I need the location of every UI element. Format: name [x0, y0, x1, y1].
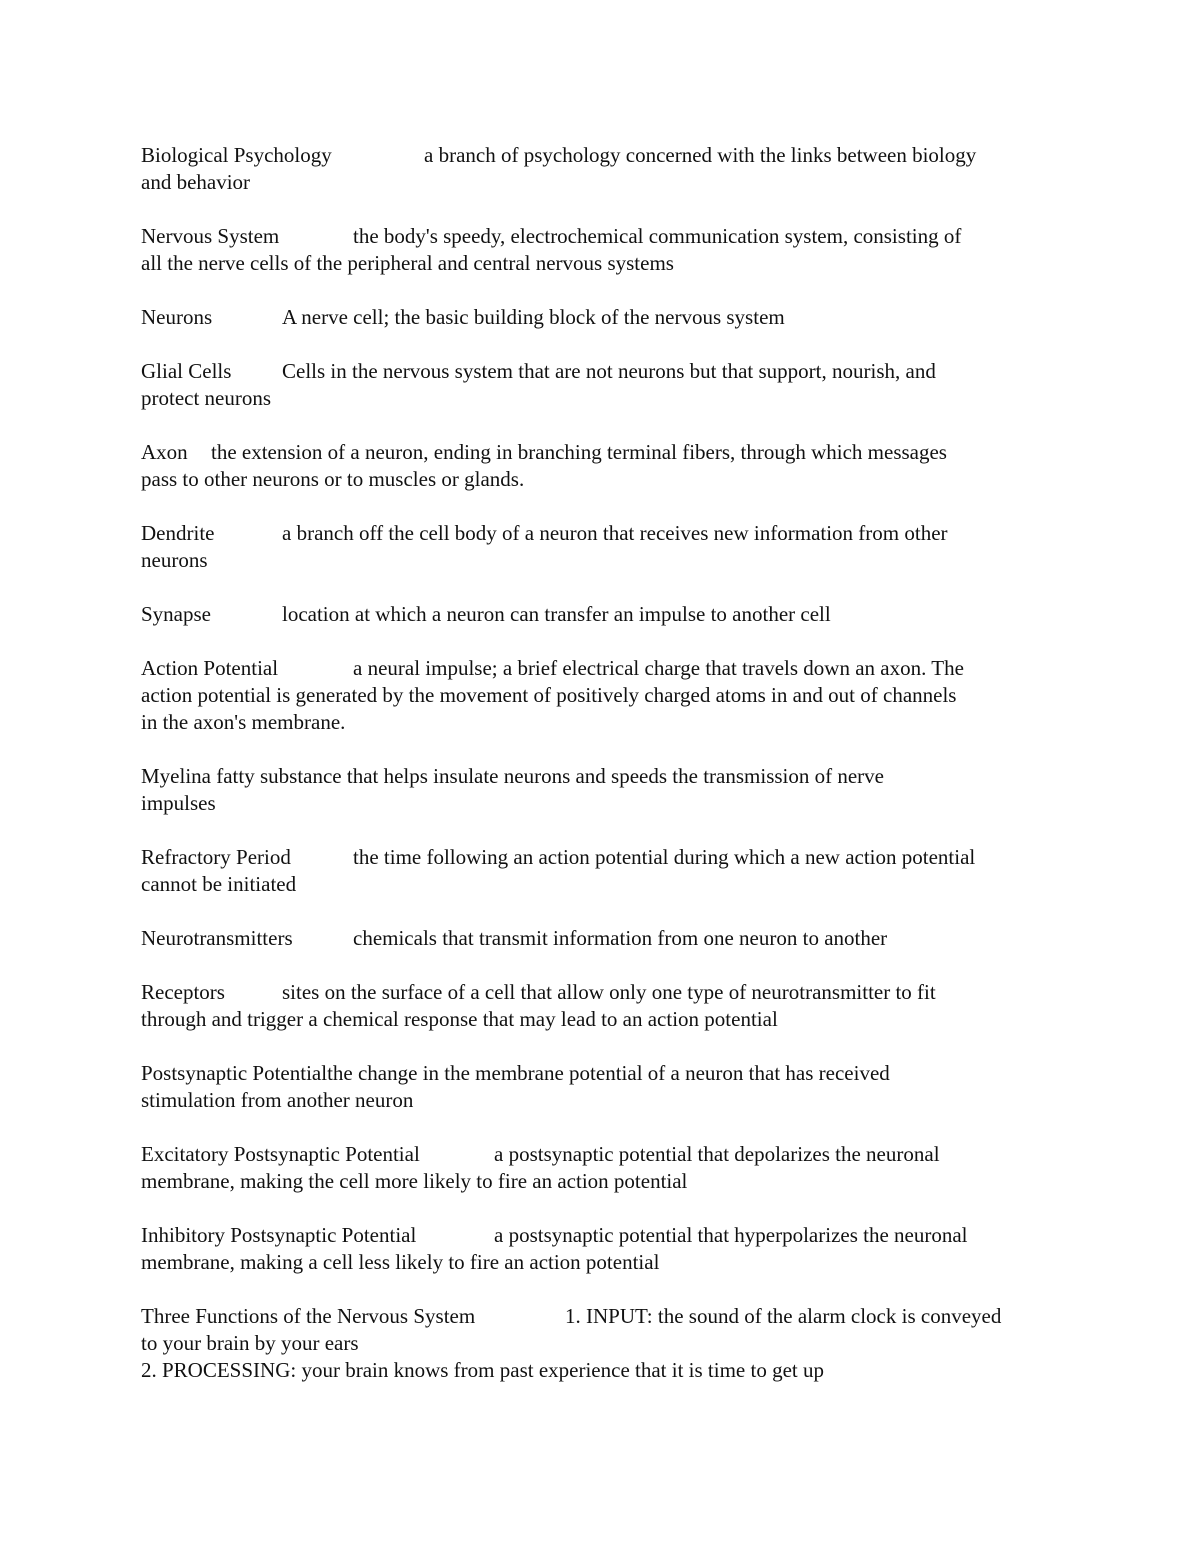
entry-definition-line: the change in the membrane potential of a neuron that has received — [327, 1061, 890, 1085]
entry-term: Receptors — [141, 980, 225, 1004]
entry-term: Biological Psychology — [141, 143, 332, 167]
entry-dendrite — [141, 520, 1061, 574]
flashcard-document — [141, 142, 1061, 1384]
entry-biological-psychology — [141, 142, 1061, 196]
entry-term: Nervous System — [141, 224, 280, 248]
entry-synapse — [141, 601, 1061, 628]
entry-definition-line: cannot be initiated — [141, 872, 297, 896]
entry-definition-line: location at which a neuron can transfer an impulse to another cell — [282, 602, 831, 626]
entry-definition-line: membrane, making a cell less likely to fire an action potential — [141, 1250, 660, 1274]
entry-definition-line: a branch of psychology concerned with the links between biology — [424, 143, 977, 167]
entry-definition-line: pass to other neurons or to muscles or glands. — [141, 467, 525, 491]
entry-myelin — [141, 763, 1061, 817]
entry-definition-line: a fatty substance that helps insulate neurons and speeds the transmission of nerve — [201, 764, 884, 788]
entry-neurons — [141, 304, 1061, 331]
entry-axon — [141, 439, 1061, 493]
entry-nervous-system — [141, 223, 1061, 277]
entry-inhibitory-postsynaptic-potential — [141, 1222, 1061, 1276]
entry-definition-line: neurons — [141, 548, 208, 572]
entry-term: Axon — [141, 440, 188, 464]
entry-term: Neurons — [141, 305, 213, 329]
entry-definition-line: action potential is generated by the movement of positively charged atoms in and out of channels — [141, 683, 957, 707]
entry-neurotransmitters — [141, 925, 1061, 952]
entry-refractory-period — [141, 844, 1061, 898]
entry-term: Myelin — [141, 764, 202, 788]
entry-term: Synapse — [141, 602, 211, 626]
entry-definition-line: a neural impulse; a brief electrical charge that travels down an axon. The — [353, 656, 964, 680]
entry-definition-line: A nerve cell; the basic building block of the nervous system — [282, 305, 785, 329]
entry-definition-line: stimulation from another neuron — [141, 1088, 414, 1112]
entry-definition-line: chemicals that transmit information from one neuron to another — [353, 926, 888, 950]
entry-definition-line: membrane, making the cell more likely to fire an action potential — [141, 1169, 688, 1193]
entry-term: Glial Cells — [141, 359, 232, 383]
entry-definition-line: the extension of a neuron, ending in branching terminal fibers, through which messages — [211, 440, 947, 464]
entry-term: Excitatory Postsynaptic Potential — [141, 1142, 420, 1166]
entry-definition-line: protect neurons — [141, 386, 272, 410]
entry-definition-line: sites on the surface of a cell that allow only one type of neurotransmitter to fit — [282, 980, 936, 1004]
entry-definition-line: and behavior — [141, 170, 251, 194]
entry-term: Action Potential — [141, 656, 279, 680]
entry-definition-line: a postsynaptic potential that hyperpolarizes the neuronal — [494, 1223, 968, 1247]
entry-definition-line: a branch off the cell body of a neuron that receives new information from other — [282, 521, 948, 545]
entry-postsynaptic-potential — [141, 1060, 1061, 1114]
entry-action-potential — [141, 655, 1061, 736]
entry-definition-line: impulses — [141, 791, 216, 815]
entry-definition-line: 1. INPUT: the sound of the alarm clock is conveyed — [565, 1304, 1002, 1328]
entry-definition-line: through and trigger a chemical response that may lead to an action potential — [141, 1007, 778, 1031]
entry-term: Three Functions of the Nervous System — [141, 1304, 476, 1328]
entry-term: Postsynaptic Potential — [141, 1061, 328, 1085]
entry-three-functions — [141, 1303, 1061, 1384]
entry-definition-line: in the axon's membrane. — [141, 710, 346, 734]
entry-definition-line: a postsynaptic potential that depolarizes the neuronal — [494, 1142, 940, 1166]
entry-definition-line: 2. PROCESSING: your brain knows from past experience that it is time to get up — [141, 1358, 824, 1382]
entry-term: Dendrite — [141, 521, 215, 545]
entry-term: Refractory Period — [141, 845, 291, 869]
entry-definition-line: Cells in the nervous system that are not neurons but that support, nourish, and — [282, 359, 936, 383]
entry-glial-cells — [141, 358, 1061, 412]
entry-definition-line: the body's speedy, electrochemical communication system, consisting of — [353, 224, 962, 248]
entry-definition-line: the time following an action potential during which a new action potential — [353, 845, 976, 869]
entry-excitatory-postsynaptic-potential — [141, 1141, 1061, 1195]
entry-term: Inhibitory Postsynaptic Potential — [141, 1223, 417, 1247]
entry-definition-line: to your brain by your ears — [141, 1331, 359, 1355]
entry-receptors — [141, 979, 1061, 1033]
entry-term: Neurotransmitters — [141, 926, 293, 950]
entry-definition-line: all the nerve cells of the peripheral and central nervous systems — [141, 251, 674, 275]
